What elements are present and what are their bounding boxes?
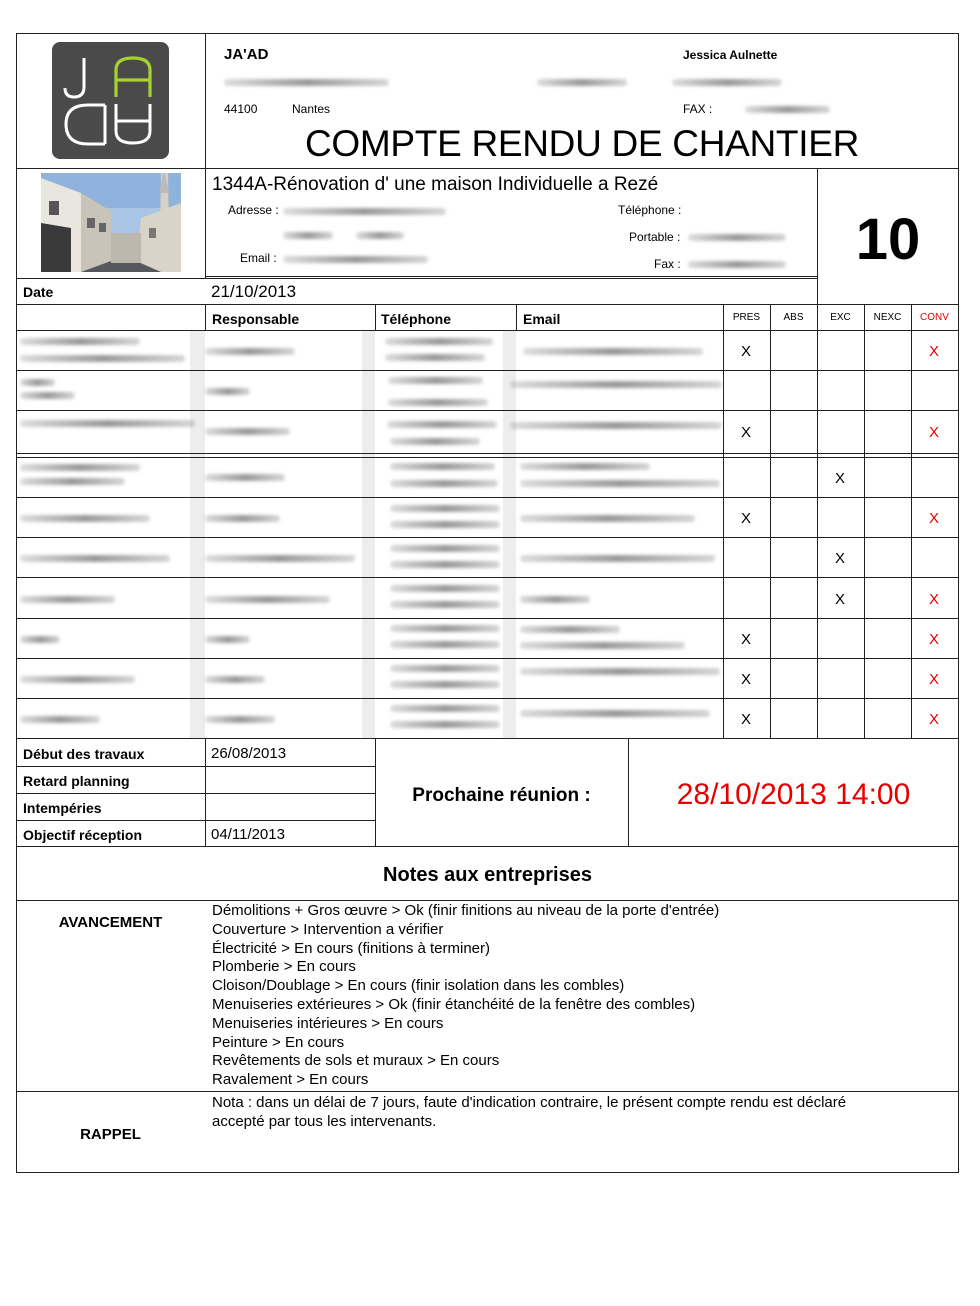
next-meeting-value: 28/10/2013 14:00 <box>676 778 911 811</box>
row5-conv: X <box>928 510 939 527</box>
address-label: Adresse : <box>228 203 279 217</box>
date-value: 21/10/2013 <box>211 282 297 301</box>
row-line <box>16 410 959 411</box>
row-line <box>16 658 959 659</box>
shade-1 <box>190 331 205 738</box>
schedule-line-2 <box>16 793 375 794</box>
project-bottom-line <box>16 278 817 279</box>
progress-line: Peinture > En cours <box>212 1033 345 1051</box>
col-line-2 <box>375 304 376 331</box>
row3-pres: X <box>740 424 751 441</box>
progress-line: Menuiseries intérieures > En cours <box>212 1014 444 1032</box>
progress-line: Menuiseries extérieures > Ok (finir étanchéité de la fenêtre des combles) <box>212 995 696 1013</box>
row9-pres: X <box>740 671 751 688</box>
row8-pres: X <box>740 631 751 648</box>
col-line-1 <box>205 304 206 331</box>
reminder-text-1: Nota : dans un délai de 7 jours, faute d'indication contraire, le présent compte rendu est déclaré <box>212 1094 847 1111</box>
schedule-divider <box>205 738 206 847</box>
redacted-fax <box>745 106 830 113</box>
weather-label: Intempéries <box>23 800 102 816</box>
row4-exc: X <box>834 470 845 487</box>
progress-line: Cloison/Doublage > En cours (finir isolation dans les combles) <box>212 977 625 995</box>
company-logo <box>52 42 169 159</box>
redacted-project-email <box>283 256 428 263</box>
project-phone-label: Téléphone : <box>618 203 682 217</box>
row-line <box>16 497 959 498</box>
row1-conv: X <box>928 343 939 360</box>
start-value: 26/08/2013 <box>211 745 287 762</box>
progress-line: Plomberie > En cours <box>212 958 356 976</box>
row7-conv: X <box>928 591 939 608</box>
shade-2 <box>362 331 375 738</box>
redacted-project-city <box>283 232 333 239</box>
col-nexc: NEXC <box>873 312 902 323</box>
notes-title-line <box>16 900 959 901</box>
col-responsable: Responsable <box>212 311 300 327</box>
target-value: 04/11/2013 <box>211 826 285 843</box>
progress-line: Démolitions + Gros œuvre > Ok (finir finitions au niveau de la porte d'entrée) <box>212 902 720 919</box>
col-exc: EXC <box>830 312 851 323</box>
reminder-text-2: accepté par tous les intervenants. <box>212 1113 437 1130</box>
col-telephone: Téléphone <box>381 311 452 327</box>
col-email: Email <box>523 311 561 327</box>
start-label: Début des travaux <box>23 746 145 762</box>
row-line <box>16 738 959 739</box>
redacted-project-address <box>283 208 446 215</box>
schedule-bottom-line <box>16 846 959 847</box>
project-email-label: Email : <box>240 251 277 265</box>
delay-label: Retard planning <box>23 773 130 789</box>
row-line <box>16 370 959 371</box>
redacted-project-zip <box>356 232 404 239</box>
row9-conv: X <box>928 671 939 688</box>
row-line <box>16 577 959 578</box>
next-meeting-label: Prochaine réunion : <box>412 785 591 806</box>
target-label: Objectif réception <box>23 827 143 843</box>
document-title: COMPTE RENDU DE CHANTIER <box>305 123 859 164</box>
row-line <box>16 537 959 538</box>
row1-pres: X <box>740 343 751 360</box>
row-line <box>16 457 959 458</box>
city: Nantes <box>292 102 331 116</box>
progress-line: Couverture > Intervention a vérifier <box>212 920 444 938</box>
progress-line: Électricité > En cours (finitions à terminer) <box>212 939 491 957</box>
redacted-phone <box>537 79 627 86</box>
col-conv: CONV <box>920 312 949 323</box>
progress-notes <box>212 902 719 1090</box>
redacted-address <box>224 79 389 86</box>
reminder-label: RAPPEL <box>80 1126 141 1143</box>
row6-exc: X <box>834 550 845 567</box>
redacted-project-mobile <box>688 234 786 241</box>
row5-pres: X <box>740 510 751 527</box>
redacted-email <box>672 79 782 86</box>
col-abs: ABS <box>783 312 804 323</box>
row-line <box>16 698 959 699</box>
progress-label: AVANCEMENT <box>58 914 163 931</box>
project-line <box>205 276 817 277</box>
row10-conv: X <box>928 711 939 728</box>
project-mobile-label: Portable : <box>629 230 681 244</box>
project-fax-label: Fax : <box>654 257 681 271</box>
schedule-line-3 <box>16 820 375 821</box>
schedule-line-1 <box>16 766 375 767</box>
progress-line: Ravalement > En cours <box>212 1071 369 1089</box>
row10-pres: X <box>740 711 751 728</box>
site-photo <box>41 173 181 272</box>
row-line <box>16 453 959 454</box>
row3-conv: X <box>928 424 939 441</box>
fax-label: FAX : <box>683 102 713 116</box>
col-pres: PRES <box>732 312 761 323</box>
row8-conv: X <box>928 631 939 648</box>
row-line <box>16 618 959 619</box>
row7-exc: X <box>834 591 845 608</box>
progress-line: Revêtements de sols et muraux > En cours <box>212 1052 500 1070</box>
shade-3 <box>503 331 516 738</box>
col-line-3 <box>516 304 517 331</box>
contact-name: Jessica Aulnette <box>683 48 778 62</box>
notes-title: Notes aux entreprises <box>383 864 592 886</box>
postal-code: 44100 <box>224 102 258 116</box>
project-title: 1344A-Rénovation d' une maison Individuelle a Rezé <box>212 174 659 195</box>
reminder-line <box>16 1091 959 1092</box>
report-number: 10 <box>855 207 921 272</box>
company-name: JA'AD <box>224 46 269 63</box>
redacted-project-fax <box>688 261 786 268</box>
date-label: Date <box>23 284 54 300</box>
